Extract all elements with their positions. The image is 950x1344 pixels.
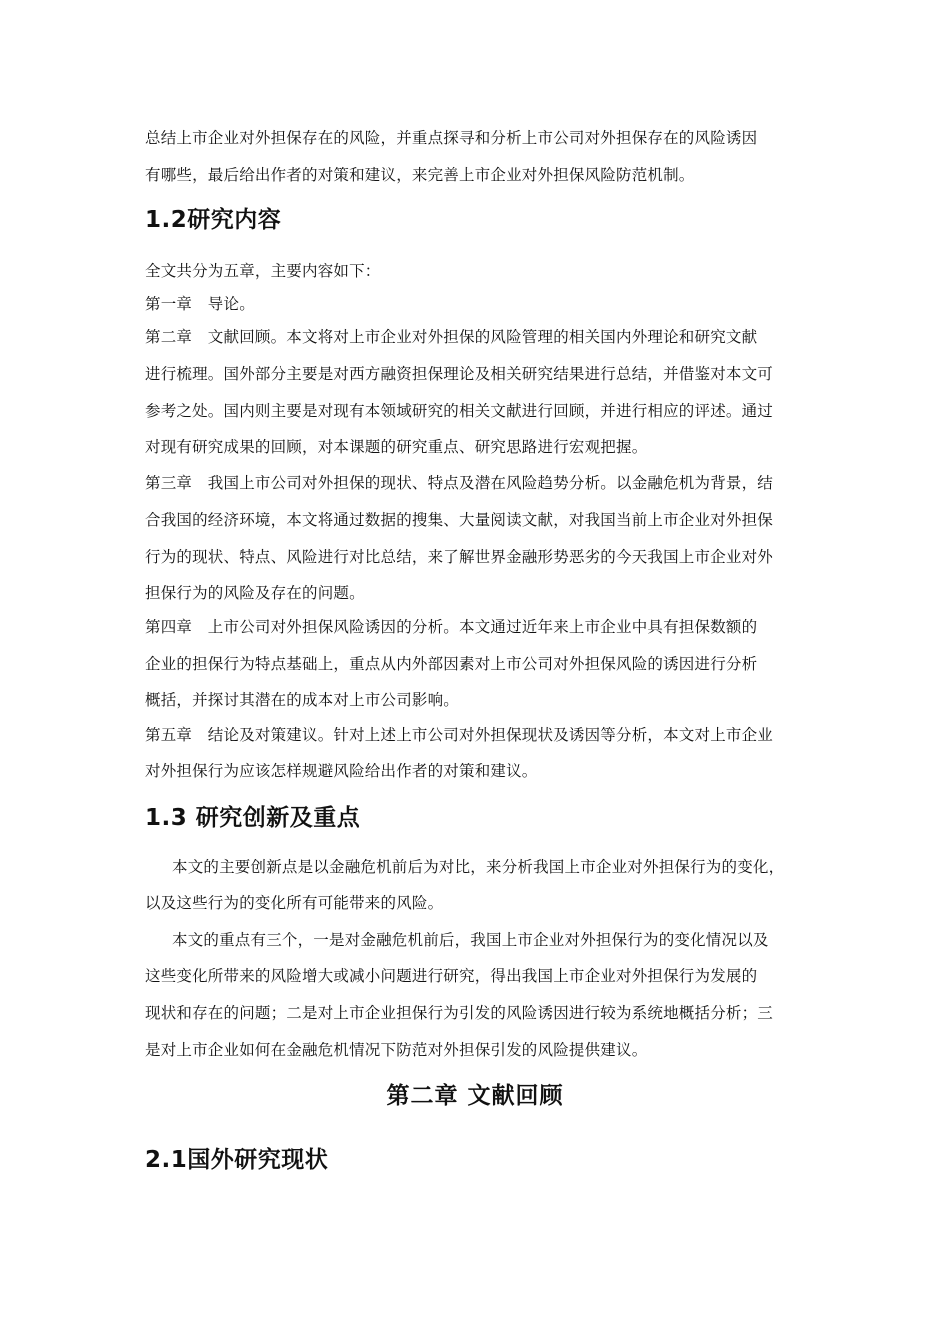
paragraph-line: 以及这些行为的变化所有可能带来的风险。 [145, 894, 444, 912]
paragraph-line: 有哪些，最后给出作者的对策和建议，来完善上市企业对外担保风险防范机制。 [145, 166, 695, 184]
section-heading-1-2: 1.2研究内容 [145, 207, 282, 233]
chapter-summary-line: 第五章 结论及对策建议。针对上述上市公司对外担保现状及诱因等分析，本文对上市企业 [145, 726, 774, 744]
paragraph-line: 这些变化所带来的风险增大或减小问题进行研究，得出我国上市企业对外担保行为发展的 [145, 967, 758, 985]
paragraph-line: 行为的现状、特点、风险进行对比总结，来了解世界金融形势恶劣的今天我国上市企业对外 [145, 548, 774, 566]
paragraph-line: 合我国的经济环境，本文将通过数据的搜集、大量阅读文献，对我国当前上市企业对外担保 [145, 511, 774, 529]
paragraph-line: 总结上市企业对外担保存在的风险，并重点探寻和分析上市公司对外担保存在的风险诱因 [145, 129, 758, 147]
paragraph-line: 本文的主要创新点是以金融危机前后为对比，来分析我国上市企业对外担保行为的变化， [172, 858, 785, 876]
paragraph-line: 进行梳理。国外部分主要是对西方融资担保理论及相关研究结果进行总结，并借鉴对本文可 [145, 365, 774, 383]
chapter-summary-line: 第三章 我国上市公司对外担保的现状、特点及潜在风险趋势分析。以金融危机为背景，结 [145, 474, 774, 492]
paragraph-line: 担保行为的风险及存在的问题。 [145, 584, 365, 602]
chapter-summary-line: 第一章 导论。 [145, 295, 255, 313]
chapter-summary-line: 第二章 文献回顾。本文将对上市企业对外担保的风险管理的相关国内外理论和研究文献 [145, 328, 758, 346]
paragraph-line: 本文的重点有三个，一是对金融危机前后，我国上市企业对外担保行为的变化情况以及 [172, 931, 769, 949]
paragraph-line: 概括，并探讨其潜在的成本对上市公司影响。 [145, 691, 460, 709]
section-heading-1-3: 1.3 研究创新及重点 [145, 805, 361, 831]
paragraph-line: 是对上市企业如何在金融危机情况下防范对外担保引发的风险提供建议。 [145, 1041, 648, 1059]
paragraph-line: 对外担保行为应该怎样规避风险给出作者的对策和建议。 [145, 762, 538, 780]
paragraph-line: 参考之处。国内则主要是对现有本领域研究的相关文献进行回顾，并进行相应的评述。通过 [145, 402, 774, 420]
paragraph-line: 全文共分为五章，主要内容如下： [145, 262, 381, 280]
paragraph-line: 企业的担保行为特点基础上，重点从内外部因素对上市公司对外担保风险的诱因进行分析 [145, 655, 758, 673]
paragraph-line: 现状和存在的问题；二是对上市企业担保行为引发的风险诱因进行较为系统地概括分析；三 [145, 1004, 774, 1022]
paragraph-line: 对现有研究成果的回顾，对本课题的研究重点、研究思路进行宏观把握。 [145, 438, 648, 456]
section-heading-2-1: 2.1国外研究现状 [145, 1147, 329, 1173]
chapter-summary-line: 第四章 上市公司对外担保风险诱因的分析。本文通过近年来上市企业中具有担保数额的 [145, 618, 758, 636]
chapter-heading-2: 第二章 文献回顾 [386, 1083, 564, 1109]
